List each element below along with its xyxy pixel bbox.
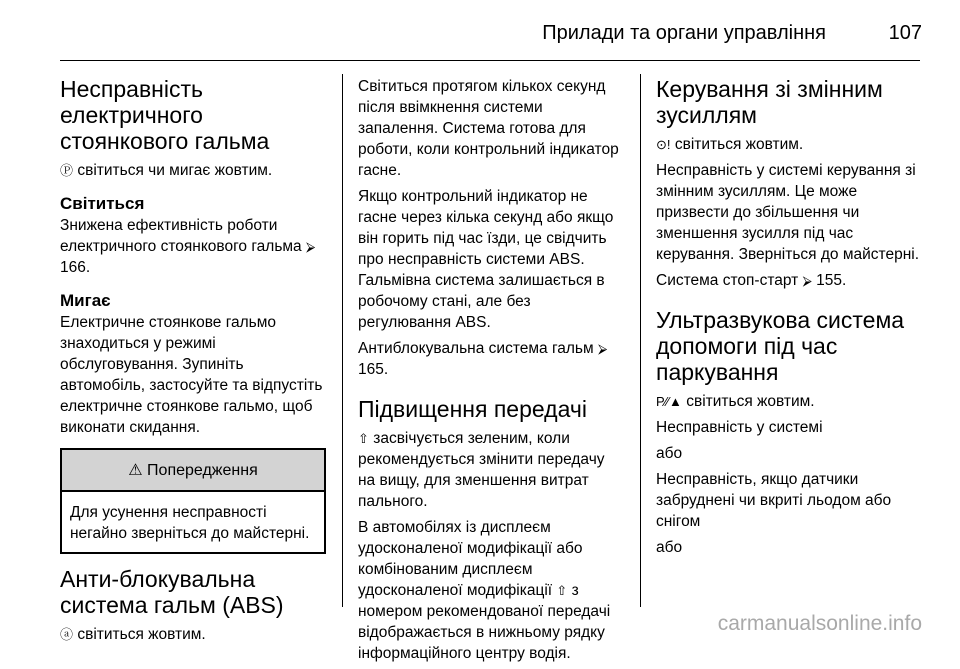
header-rule xyxy=(60,60,920,61)
heading-parking-assist: Ультразвукова система допомоги під час паркування xyxy=(656,307,905,385)
stop-start-paragraph xyxy=(656,270,922,291)
warning-box xyxy=(60,448,326,554)
parking-assist-indicator-desc xyxy=(656,391,922,412)
header-title: Прилади та органи управління xyxy=(542,22,826,44)
upshift-indicator-desc xyxy=(358,428,624,512)
abs-ref: 165. xyxy=(358,361,389,378)
column-3 xyxy=(656,76,922,563)
abs-ref-text: Антиблокувальна система гальм xyxy=(358,340,594,357)
stop-start-text: Система стоп-старт xyxy=(656,272,799,289)
steering-indicator-desc xyxy=(656,134,922,155)
steering-desc: світиться жовтим. xyxy=(674,136,804,153)
upshift-text-b: з номером рекомендованої передачі відображається в нижньому рядку інформаційного центру водія. xyxy=(358,582,611,662)
steering-wheel-warning-icon: ⊙! xyxy=(656,137,671,152)
stop-start-ref: 155. xyxy=(816,272,847,289)
parking-brake-icon: Ⓟ xyxy=(60,163,74,178)
heading-abs: Анти-блокувальна система гальм (ABS) xyxy=(60,566,284,618)
upshift-icon-inline: ⇧ xyxy=(556,583,568,598)
parking-brake-desc: світиться чи мигає жовтим. xyxy=(77,162,273,179)
column-divider-2 xyxy=(640,74,641,607)
heading-blink: Мигає xyxy=(60,291,111,310)
heading-upshift: Підвищення передачі xyxy=(358,396,587,422)
page-ref-arrow-icon: ⮚ xyxy=(306,239,316,254)
parking-fault-text: Несправність у системі xyxy=(656,419,823,436)
blink-text: Електричне стоянкове гальмо знаходиться у режимі обслуговування. Зупиніть автомобіль, застосуйте та відпустіть електричне стоянкове гальмо, щоб виконати скидання. xyxy=(60,314,323,436)
warning-header xyxy=(62,450,324,492)
parking-sensor-text: Несправність, якщо датчики забруднені чи вкриті льодом або снігом xyxy=(656,471,892,530)
parking-assist-desc: світиться жовтим. xyxy=(686,393,815,410)
upshift-text-a: В автомобілях із дисплеєм удосконаленої модифікації або комбінованим дисплеєм удосконаленої модифікації xyxy=(358,519,583,599)
page-ref-arrow-icon: ⮚ xyxy=(802,273,812,288)
heading-lit: Світиться xyxy=(60,194,145,213)
abs-icon: ⓐ xyxy=(60,627,74,642)
lit-ref: 166. xyxy=(60,259,91,276)
warning-title: Попередження xyxy=(147,462,258,479)
steering-text: Несправність у системі керування зі змінним зусиллям. Це може призвести до збільшення чи зменшення зусилля під час керування. Зверніться до майстерні. xyxy=(656,162,920,263)
abs-paragraph-2: Якщо контрольний індикатор не гасне через кілька секунд або якщо він горить під час їзди, це свідчить про несправність системи ABS. Гальмівна система залишається в робочому стані, але без регулювання ABS. xyxy=(358,188,614,331)
parking-assist-icon: P⁄⁄▲ xyxy=(656,394,682,409)
warning-triangle-icon: ⚠ xyxy=(128,462,143,479)
warning-text: Для усунення несправності негайно зверніться до майстерні. xyxy=(70,504,310,542)
column-2 xyxy=(358,76,624,669)
page-ref-arrow-icon: ⮚ xyxy=(597,341,608,356)
abs-paragraph-1: Світиться протягом кількох секунд після ввімкнення системи запалення. Система готова для роботи, коли контрольний індикатор гасне. xyxy=(358,78,619,179)
abs-desc: світиться жовтим. xyxy=(77,626,206,643)
watermark: carmanualsonline.info xyxy=(717,612,922,635)
upshift-icon: ⇧ xyxy=(358,431,369,446)
lit-text: Знижена ефективність роботи електричного стоянкового гальма xyxy=(60,217,302,255)
heading-variable-steering: Керування зі змінним зусиллям xyxy=(656,76,883,128)
column-1 xyxy=(60,76,326,650)
page-number: 107 xyxy=(888,22,922,44)
upshift-desc: засвічується зеленим, коли рекомендується змінити передачу на вищу, для зменшення витрат пального. xyxy=(358,430,605,510)
column-divider-1 xyxy=(342,74,343,607)
abs-paragraph-3 xyxy=(358,338,624,380)
or-text-1: або xyxy=(656,445,683,462)
or-text-2: або xyxy=(656,539,683,556)
lit-paragraph xyxy=(60,215,326,278)
heading-parking-brake-fault: Несправність електричного стоянкового гальма xyxy=(60,76,270,154)
parking-brake-indicator-desc xyxy=(60,160,326,181)
